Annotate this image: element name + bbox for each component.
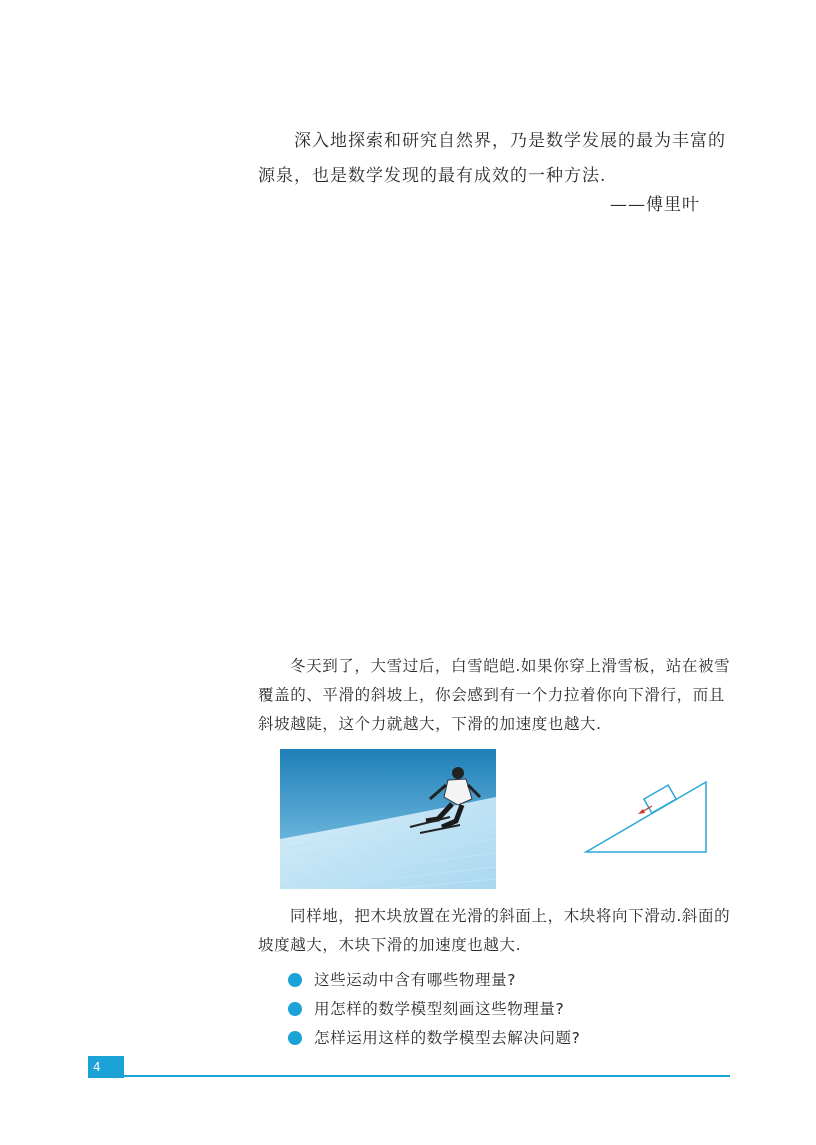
question-list <box>288 966 580 1053</box>
skier-photo <box>280 749 496 889</box>
incline-paragraph <box>258 902 732 960</box>
question-item <box>288 966 580 995</box>
epigraph-author: ——傅里叶 <box>610 195 700 215</box>
question-text: 这些运动中含有哪些物理量? <box>314 971 517 989</box>
epigraph <box>258 124 732 215</box>
bullet-icon <box>288 1002 302 1016</box>
question-text: 用怎样的数学模型刻画这些物理量? <box>314 1000 565 1018</box>
epigraph-text: 深入地探索和研究自然界，乃是数学发展的最为丰富的源泉，也是数学发现的最有成效的一种方法. <box>258 131 726 186</box>
intro-text: 冬天到了，大雪过后，白雪皑皑.如果你穿上滑雪板，站在被雪覆盖的、平滑的斜坡上，你会感到有一个力拉着你向下滑行，而且斜坡越陡，这个力就越大，下滑的加速度也越大. <box>258 657 731 733</box>
bullet-icon <box>288 973 302 987</box>
question-text: 怎样运用这样的数学模型去解决问题? <box>314 1029 581 1047</box>
intro-paragraph <box>258 652 732 739</box>
inclined-plane-diagram <box>580 778 712 858</box>
bullet-icon <box>288 1031 302 1045</box>
question-item <box>288 995 580 1024</box>
incline-text: 同样地，把木块放置在光滑的斜面上，木块将向下滑动.斜面的坡度越大，木块下滑的加速度也越大. <box>258 907 731 954</box>
footer-rule <box>124 1075 730 1077</box>
question-item <box>288 1024 580 1053</box>
page-number: 4 <box>88 1056 124 1078</box>
